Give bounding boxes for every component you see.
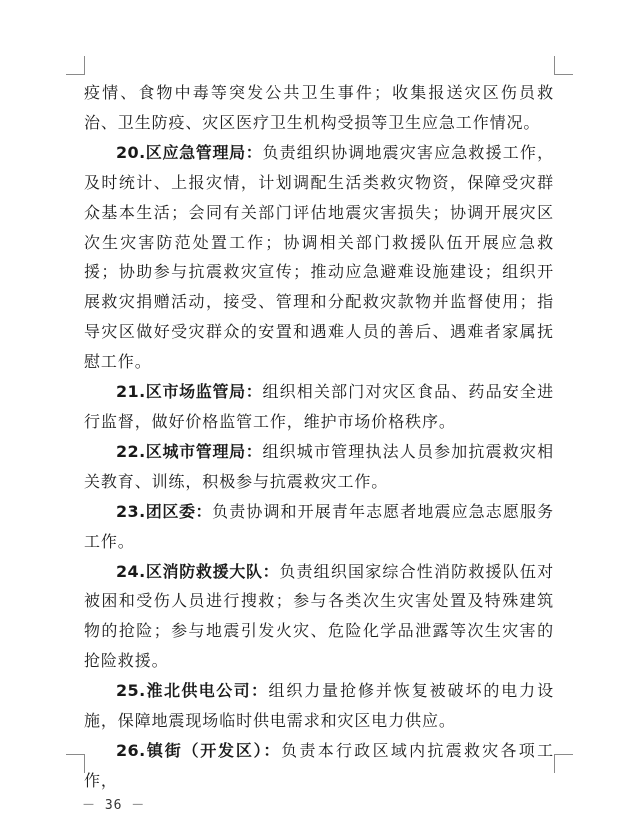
item-25-paragraph	[84, 676, 554, 736]
item-22-paragraph	[84, 437, 554, 497]
item-24-text: 负责组织国家综合性消防救援队伍对被困和受伤人员进行搜救；参与各类次生灾害处置及特殊建筑物的抢险；参与地震引发火灾、危险化学品泄露等次生灾害的抢险救援。	[84, 561, 554, 671]
page-number: － 36 －	[82, 798, 146, 813]
item-25-heading: 25.淮北供电公司：	[116, 681, 269, 701]
corner-mark-top-right	[554, 56, 573, 75]
item-23-text: 负责协调和开展青年志愿者地震应急志愿服务工作。	[84, 501, 554, 551]
item-25-text: 组织力量抢修并恢复被破坏的电力设施，保障地震现场临时供电需求和灾区电力供应。	[84, 681, 554, 731]
item-21-paragraph	[84, 377, 554, 437]
item-24-heading: 24.区消防救援大队：	[116, 561, 280, 581]
item-21-text: 组织相关部门对灾区食品、药品安全进行监督，做好价格监管工作，维护市场价格秩序。	[84, 382, 554, 431]
item-23-paragraph	[84, 497, 554, 557]
continuation-paragraph: 疫情、食物中毒等突发公共卫生事件；收集报送灾区伤员救治、卫生防疫、灾区医疗卫生机构受损等卫生应急工作情况。	[84, 83, 554, 132]
corner-mark-bottom-right	[554, 754, 573, 773]
item-26-text: 负责本行政区域内抗震救灾各项工作，	[84, 740, 554, 790]
document-body	[84, 78, 554, 796]
item-26-paragraph	[84, 736, 554, 796]
corner-mark-top-left	[66, 56, 85, 75]
item-20-paragraph	[84, 138, 554, 377]
item-22-heading: 22.区城市管理局：	[116, 441, 263, 461]
item-22-text: 组织城市管理执法人员参加抗震救灾相关教育、训练，积极参与抗震救灾工作。	[84, 441, 554, 491]
item-24-paragraph	[84, 557, 554, 677]
corner-mark-bottom-left	[66, 754, 85, 773]
item-20-text: 负责组织协调地震灾害应急救援工作，及时统计、上报灾情，计划调配生活类救灾物资，保障受灾群众基本生活；会同有关部门评估地震灾害损失；协调开展灾区次生灾害防范处置工作；协调相关部门救援队伍开展应急救援；协助参与抗震救灾宣传；推动应急避难设施建设；组织开展救灾捐赠活动，接受、管理和分配救灾款物并监督使用；指导灾区做好受灾群众的安置和遇难人员的善后、遇难者家属抚慰工作。	[84, 142, 554, 372]
item-21-heading: 21.区市场监管局：	[116, 382, 263, 402]
item-26-heading: 26.镇街（开发区）：	[116, 740, 282, 760]
item-20-heading: 20.区应急管理局：	[116, 142, 263, 162]
item-23-heading: 23.团区委：	[116, 501, 213, 521]
